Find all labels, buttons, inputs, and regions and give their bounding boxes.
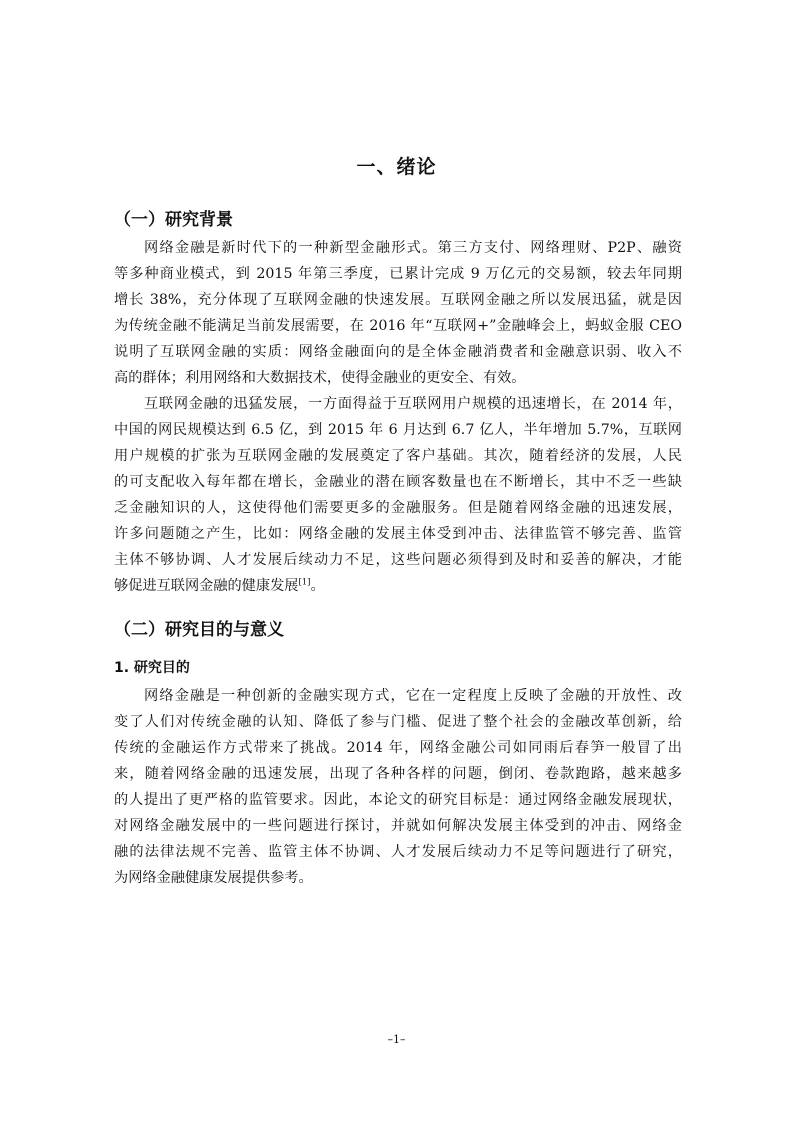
chapter-title: 一、绪论 — [356, 156, 437, 178]
purpose-paragraph — [114, 683, 682, 891]
background-paragraph-2 — [114, 391, 682, 599]
text-segment: 。 — [310, 578, 325, 594]
subheading-research-purpose: 1. 研究目的 — [114, 660, 190, 676]
text-line: 融的法律法规不完善、监管主体不协调、人才发展后续动力不足等问题进行了研究， — [114, 844, 682, 860]
text-line: 主体不够协调、人才发展后续动力不足，这些问题必须得到及时和妥善的解决，才能 — [114, 552, 682, 568]
text-line — [114, 573, 682, 599]
page-number: –1– — [387, 1033, 406, 1046]
text-line: 来，随着网络金融的迅速发展，出现了各种各样的问题，倒闭、卷款跑路，越来越多 — [114, 766, 682, 782]
text-line: 传统的金融运作方式带来了挑战。2014 年，网络金融公司如同雨后春笋一般冒了出 — [114, 740, 682, 756]
citation-reference[interactable]: [1] — [298, 577, 311, 588]
text-line: 网络金融是新时代下的一种新型金融形式。第三方支付、网络理财、P2P、融资 — [144, 240, 682, 256]
text-segment: 够促进互联网金融的健康发展 — [114, 578, 299, 594]
text-line: 高的群体；利用网络和大数据技术，使得金融业的更安全、有效。 — [114, 370, 526, 386]
text-line: 中国的网民规模达到 6.5 亿，到 2015 年 6 月达到 6.7 亿人，半年增加 5.7%，互联网 — [114, 422, 682, 438]
background-paragraph-1 — [114, 235, 682, 391]
text-line: 的可支配收入每年都在增长，金融业的潜在顾客数量也在不断增长，其中不乏一些缺 — [114, 474, 682, 490]
text-line: 增长 38%，充分体现了互联网金融的快速发展。互联网金融之所以发展迅猛，就是因 — [114, 292, 682, 308]
section-heading-purpose-significance: （二）研究目的与意义 — [114, 620, 284, 640]
text-line: 的人提出了更严格的监管要求。因此，本论文的研究目标是：通过网络金融发展现状， — [114, 792, 682, 808]
text-line: 等多种商业模式，到 2015 年第三季度，已累计完成 9 万亿元的交易额，较去年同期 — [114, 266, 682, 282]
text-line: 说明了互联网金融的实质：网络金融面向的是全体金融消费者和金融意识弱、收入不 — [114, 344, 682, 360]
text-line: 互联网金融的迅猛发展，一方面得益于互联网用户规模的迅速增长，在 2014 年， — [144, 396, 682, 412]
text-line: 网络金融是一种创新的金融实现方式，它在一定程度上反映了金融的开放性、改 — [144, 688, 682, 704]
text-line: 为传统金融不能满足当前发展需要，在 2016 年“互联网+”金融峰会上，蚂蚁金服 CEO — [114, 318, 682, 334]
text-line: 为网络金融健康发展提供参考。 — [114, 870, 313, 886]
text-line: 对网络金融发展中的一些问题进行探讨，并就如何解决发展主体受到的冲击、网络金 — [114, 818, 682, 834]
text-line: 许多问题随之产生，比如：网络金融的发展主体受到冲击、法律监管不够完善、监管 — [114, 526, 682, 542]
text-line: 变了人们对传统金融的认知、降低了参与门槛、促进了整个社会的金融改革创新，给 — [114, 714, 682, 730]
section-heading-background: （一）研究背景 — [114, 210, 233, 230]
text-line: 乏金融知识的人，这使得他们需要更多的金融服务。但是随着网络金融的迅速发展， — [114, 500, 682, 516]
text-line: 用户规模的扩张为互联网金融的发展奠定了客户基础。其次，随着经济的发展，人民 — [114, 448, 682, 464]
